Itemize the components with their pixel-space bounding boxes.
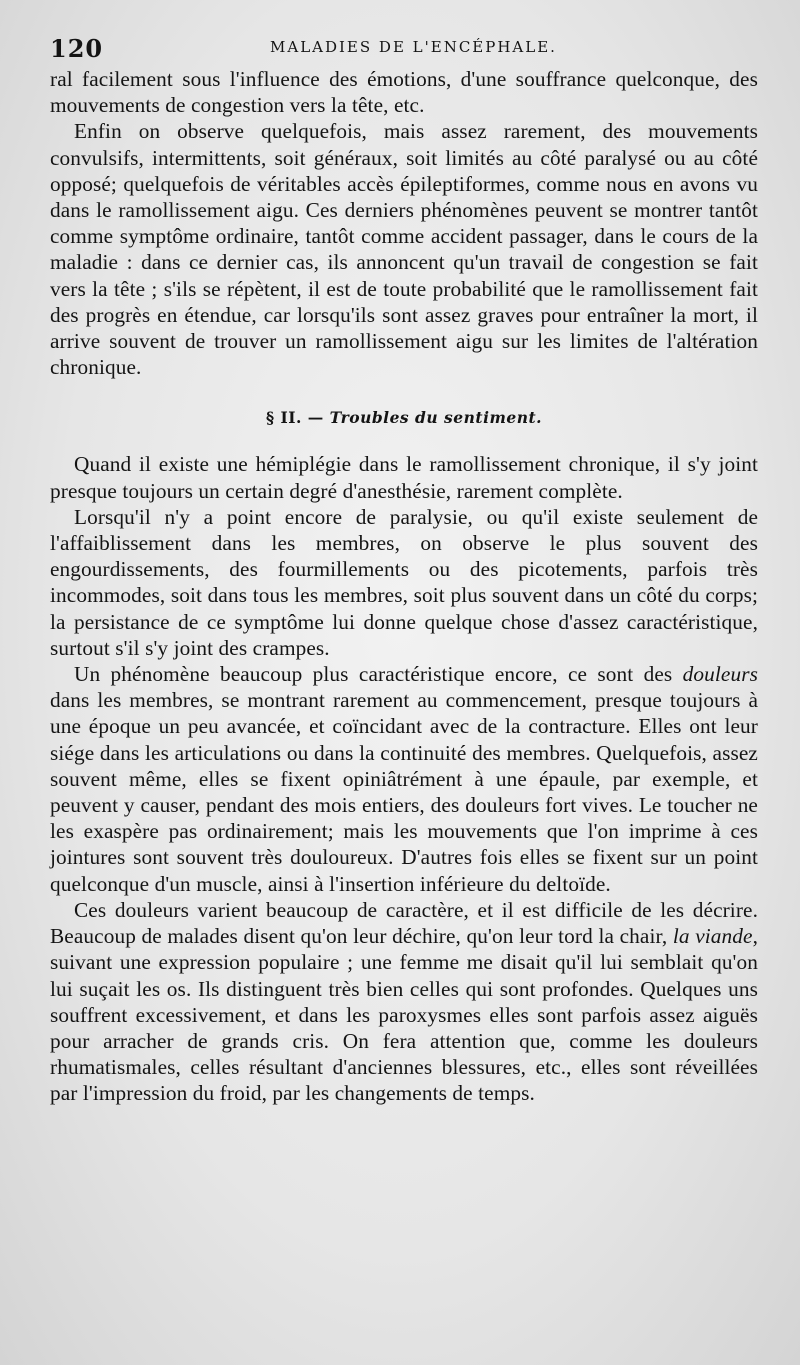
paragraph-hemiplegie: Quand il existe une hémiplégie dans le ramollissement chronique, il s'y joint presque toujours un certain degré d'anesthésie, rarement complète.	[50, 452, 758, 503]
paragraph-paralysie: Lorsqu'il n'y a point encore de paralysie, ou qu'il existe seulement de l'affaiblissement dans les membres, on observe le plus souvent des engourdissements, des fourmillements ou des picotements, parfois très incommodes, soit dans tous les membres, soit plus souvent dans un côté du corps; la persistance de ce symptôme lui donne quelque chose d'assez caractéristique, surtout s'il s'y joint des crampes.	[50, 504, 758, 660]
paragraph-douleurs	[50, 661, 758, 897]
paragraph-douleurs-before: Un phénomène beaucoup plus caractéristique encore, ce sont des	[74, 662, 683, 687]
section-label: § II. —	[265, 408, 324, 428]
running-head	[50, 30, 758, 66]
section-title: Troubles du sentiment.	[329, 408, 543, 428]
paragraph-caractere-before: Ces douleurs varient beaucoup de caractère, et il est difficile de les décrire. Beaucoup de malades disent qu'on leur déchire, qu'on leur tord la chair,	[50, 897, 758, 949]
paragraph-douleurs-after: dans les membres, se montrant rarement au commencement, presque toujours à une époque un peu avancée, et coïncidant avec de la contracture. Elles ont leur siége dans les articulations ou dans la continuité des membres. Quelquefois, assez souvent même, elles se fixent opiniâtrément à une épaule, par exemple, et peuvent y causer, pendant des mois entiers, des douleurs fort vives. Le toucher ne les exaspère pas ordinairement; mais les mouvements que l'on imprime à ces jointures sont souvent très douloureux. D'autres fois elles se fixent sur un point quelconque d'un muscle, ainsi à l'insertion inférieure du deltoïde.	[50, 688, 758, 896]
paragraph-continuation: ral facilement sous l'influence des émotions, d'une souffrance quelconque, des mouvements de congestion vers la tête, etc.	[50, 67, 758, 118]
paragraph-caractere-after: , suivant une expression populaire ; une femme me disait qu'il lui semblait qu'on lui suçait les os. Ils distinguent très bien celles qui sont profondes. Quelques uns souffrent excessivement, et dans les paroxysmes elles sont parfois assez aiguës pour arracher de grands cris. On fera attention que, comme les douleurs rhumatismales, celles résultant d'anciennes blessures, etc., elles sont réveillées par l'impression du froid, par les changements de temps.	[50, 924, 759, 1106]
paragraph-convulsions: Enfin on observe quelquefois, mais assez rarement, des mouvements convulsifs, intermittents, soit généraux, soit limités au côté paralysé ou au côté opposé; quelquefois de véritables accès épileptiformes, comme nous en avons vu dans le ramollissement aigu. Ces derniers phénomènes peuvent se montrer tantôt comme symptôme ordinaire, tantôt comme accident passager, dans le cours de la maladie : dans ce dernier cas, ils annoncent qu'un travail de congestion se fait vers la tête ; s'ils se répètent, il est de toute probabilité que le ramollissement fait des progrès en étendue, car lorsqu'ils sont assez graves pour entraîner la mort, il arrive souvent de trouver un ramollissement aigu sur les limites de l'altération chronique.	[50, 119, 758, 380]
paragraph-douleurs-emphasis: douleurs	[682, 662, 758, 687]
paragraph-caractere	[50, 897, 758, 1107]
running-title: MALADIES DE L'ENCÉPHALE.	[270, 38, 557, 56]
section-heading	[50, 408, 758, 427]
page-number: 120	[50, 34, 104, 63]
paragraph-caractere-emphasis: la viande	[672, 924, 753, 949]
